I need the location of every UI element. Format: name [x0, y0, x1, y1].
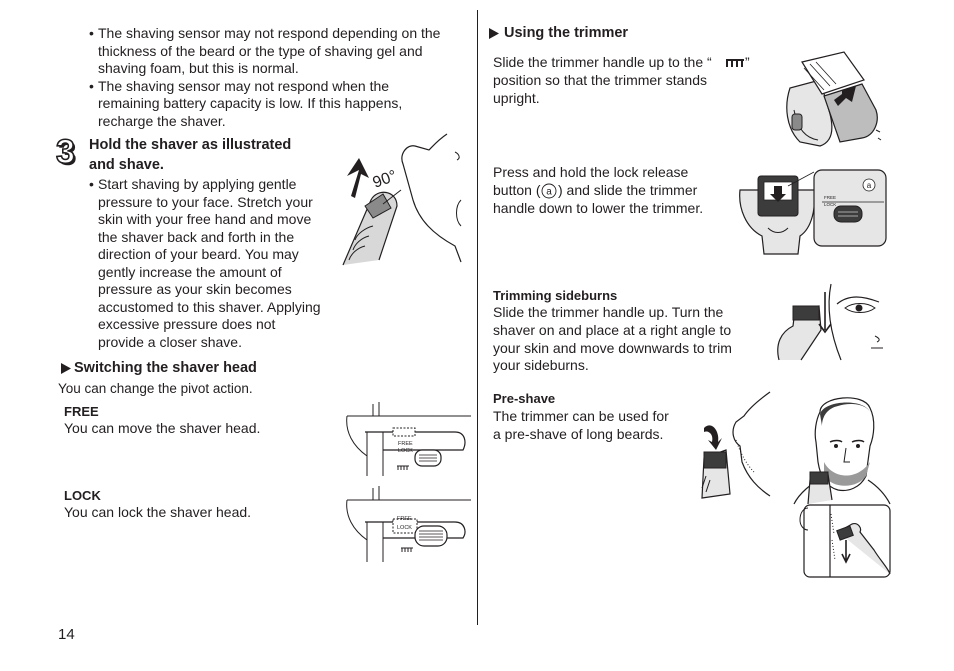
lock-text: You can lock the shaver head. — [64, 504, 252, 520]
switching-intro: You can change the pivot action. — [58, 381, 253, 396]
preshave-line: The trimmer can be used for — [493, 408, 669, 424]
shaving-angle-illustration — [343, 130, 470, 265]
step-text-line: provide a closer shave. — [98, 333, 242, 350]
lock-release-illustration — [738, 168, 888, 256]
callout-letter: a — [866, 181, 872, 190]
trimmer-raised-illustration — [780, 50, 884, 148]
step-text-line: pressure as your skin becomes — [98, 281, 292, 297]
step-text-line: Start shaving by applying gentle — [98, 176, 297, 192]
bullet-dot: • — [89, 25, 94, 41]
step-heading-line-1: Hold the shaver as illustrated — [89, 137, 292, 153]
column-divider — [477, 10, 478, 625]
step-text-line: direction of your beard. You may — [98, 246, 299, 262]
note-2-line-3: recharge the shaver. — [98, 112, 226, 129]
bullet-dot: • — [89, 77, 94, 94]
free-switch-illustration — [343, 402, 473, 476]
step-text-line: excessive pressure does not — [98, 316, 276, 332]
step-text-line: pressure to your face. Stretch your — [98, 193, 313, 210]
note-1-line-1: The shaving sensor may not respond depending on the — [98, 25, 441, 41]
lock-title: LOCK — [64, 488, 101, 503]
preshave-inset-illustration — [800, 504, 891, 578]
trimmer-para2-line-3: handle down to lower the trimmer. — [493, 200, 704, 216]
switch-free-label: FREE — [397, 516, 412, 522]
preshave-line: a pre-shave of long beards. — [493, 426, 664, 442]
angle-label: 90° — [370, 167, 400, 192]
lock-switch-illustration — [343, 486, 473, 562]
inset-lock-label: LOCK — [824, 202, 837, 207]
switch-lock-label: LOCK — [397, 525, 412, 531]
sideburns-line: shaver on and place at a right angle to — [493, 322, 732, 338]
trimmer-para2-line-1: Press and hold the lock release — [493, 164, 689, 180]
switch-free-label: FREE — [398, 441, 413, 447]
switching-heading: Switching the shaver head — [74, 360, 257, 376]
trimmer-para1-line-1: Slide the trimmer handle up to the “ — [493, 54, 712, 70]
trimmer-para2-line-2b: ) and slide the trimmer — [558, 182, 698, 198]
note-2-line-1: The shaving sensor may not respond when the — [98, 77, 390, 94]
circled-a-icon — [541, 183, 557, 199]
trimmer-heading: Using the trimmer — [504, 25, 629, 41]
triangle-bullet-icon — [61, 363, 71, 374]
sideburns-line: your skin and move downwards to trim — [493, 340, 732, 356]
switch-lock-label: LOCK — [398, 448, 413, 454]
preshave-title: Pre-shave — [493, 391, 556, 406]
free-title: FREE — [64, 404, 99, 419]
inset-free-label: FREE — [824, 195, 837, 200]
sideburns-illustration — [775, 284, 885, 360]
step-text-line: gently increase the amount of — [98, 263, 282, 280]
trimmer-para1-line-3: upright. — [493, 90, 540, 106]
page-number: 14 — [58, 626, 75, 643]
step-text-line: skin with your free hand and move — [98, 211, 312, 227]
step-number: 3 — [56, 133, 75, 171]
step-text-line: accustomed to this shaver. Applying — [98, 298, 321, 315]
sideburns-line: Slide the trimmer handle up. Turn the — [493, 304, 724, 320]
portrait-illustration — [794, 392, 890, 504]
trimmer-symbol-icon — [725, 58, 745, 68]
trimmer-para2-line-2a: button ( — [493, 182, 541, 198]
step-heading-line-2: and shave. — [89, 157, 164, 173]
trimmer-para1-close-quote: ” — [745, 54, 750, 70]
note-1-line-2: thickness of the beard or the type of shaving gel and — [98, 42, 423, 59]
free-text: You can move the shaver head. — [64, 420, 261, 436]
bullet-dot: • — [89, 176, 94, 192]
trimmer-para1-line-2: position so that the trimmer stands — [493, 72, 707, 88]
step-text-line: the shaver back and forth in the — [98, 228, 295, 245]
sideburns-line: your sideburns. — [493, 357, 589, 373]
sideburns-title: Trimming sideburns — [493, 288, 618, 303]
note-2-line-2: remaining battery capacity is low. If this happens, — [98, 95, 403, 111]
triangle-bullet-icon — [489, 28, 499, 39]
preshave-illustration — [696, 392, 774, 504]
note-1-line-3: shaving foam, but this is normal. — [98, 60, 299, 76]
callout-letter: a — [546, 186, 552, 198]
